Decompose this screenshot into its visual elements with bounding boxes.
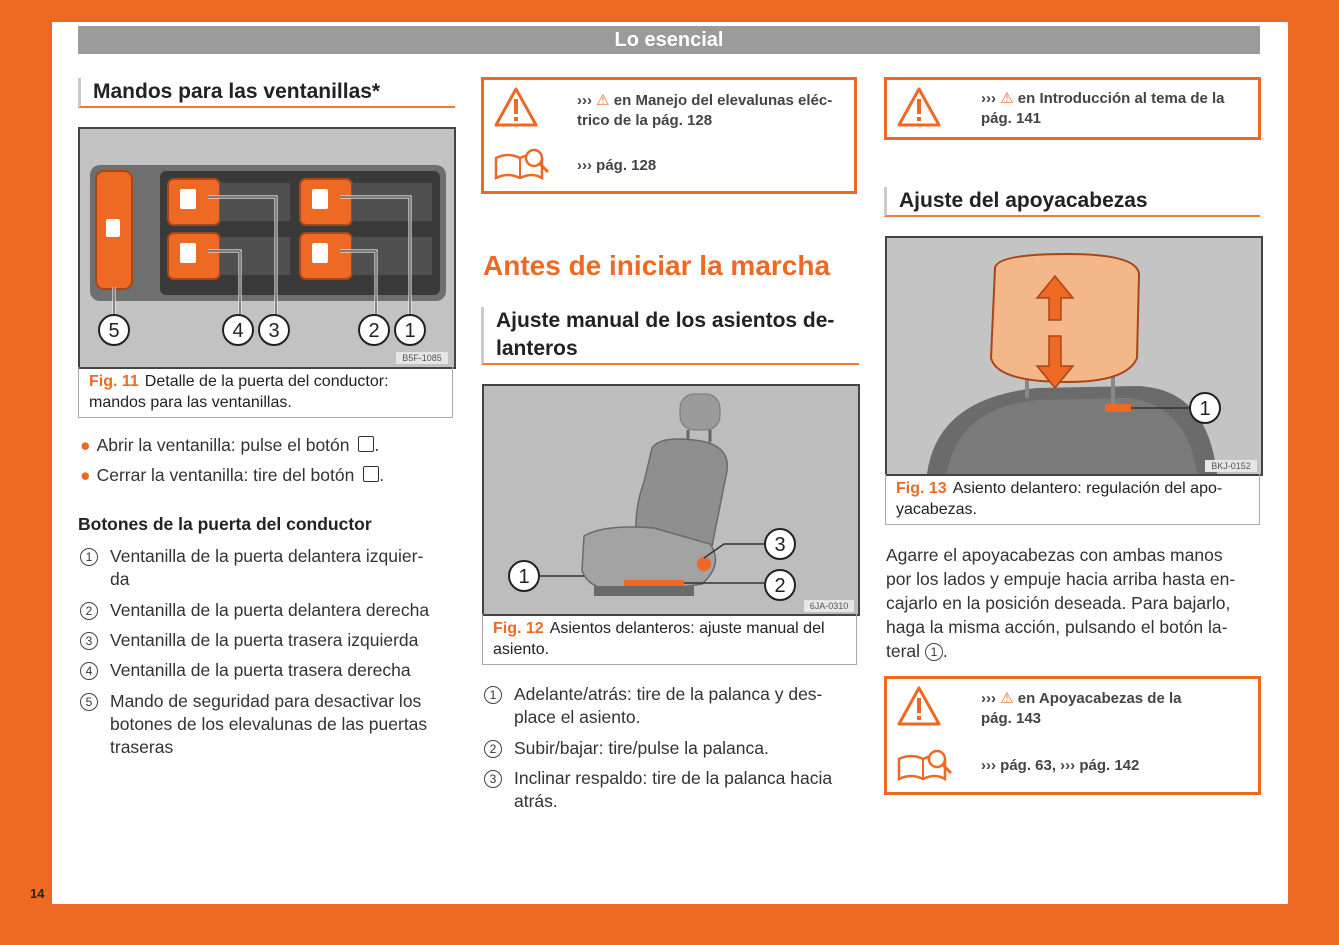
- section-heading-apoyacabezas: Ajuste del apoyacabezas: [884, 187, 1260, 217]
- book-search-icon: [492, 148, 552, 182]
- warning-box: ››› ⚠ en Manejo del elevalunas eléc- trico de la pág. 128 ››› pág. 128: [481, 77, 857, 194]
- book-search-icon: [895, 749, 955, 783]
- svg-text:5: 5: [108, 320, 120, 342]
- svg-text:2: 2: [774, 575, 786, 597]
- figure-13-image: [885, 236, 1263, 476]
- figure-code: 6JA-0310: [809, 601, 849, 611]
- page-header: Lo esencial: [78, 26, 1260, 54]
- section-heading-asientos: Ajuste manual de los asientos de- lanteros: [481, 307, 859, 365]
- bullet-item: ● Abrir la ventanilla: pulse el botón .: [80, 435, 380, 455]
- page-ref-link[interactable]: ››› pág. 63, ››› pág. 142: [981, 757, 1140, 774]
- list-item: 2 Subir/bajar: tire/pulse la palanca.: [484, 737, 864, 760]
- page-number: 14: [30, 886, 45, 901]
- chapter-title: Antes de iniciar la marcha: [483, 250, 831, 281]
- svg-text:4: 4: [232, 320, 244, 342]
- warning-triangle-icon: [897, 685, 941, 727]
- svg-text:1: 1: [404, 320, 416, 342]
- figure-11-image: [78, 127, 456, 369]
- warning-box: ››› ⚠ en Apoyacabezas de la pág. 143 ››› pág. 63, ››› pág. 142: [884, 676, 1261, 795]
- section-heading-ventanillas: Mandos para las ventanillas*: [78, 78, 455, 108]
- warning-triangle-icon: [494, 86, 538, 128]
- warning-triangle-icon: [897, 86, 941, 128]
- warning-triangle-icon: ⚠: [1000, 690, 1014, 707]
- svg-text:3: 3: [268, 320, 280, 342]
- list-item: 1 Adelante/atrás: tire de la palanca y des- place el asiento.: [484, 683, 864, 729]
- list-item: 2 Ventanilla de la puerta delantera derecha: [80, 599, 460, 622]
- svg-text:1: 1: [518, 566, 530, 588]
- list-item: 3 Inclinar respaldo: tire de la palanca hacia atrás.: [484, 767, 864, 813]
- figure-code: BKJ-0152: [1211, 461, 1251, 471]
- subheading-botones: Botones de la puerta del conductor: [78, 514, 372, 534]
- warning-triangle-icon: ⚠: [596, 92, 610, 109]
- page-ref-link[interactable]: ››› pág. 128: [577, 157, 657, 174]
- window-switch-icon: [363, 466, 379, 482]
- window-switch-icon: [358, 436, 374, 452]
- list-item: 3 Ventanilla de la puerta trasera izquierda: [80, 629, 460, 652]
- figure-11-caption: Fig. 11 Detalle de la puerta del conductor: mandos para las ventanillas.: [78, 367, 453, 418]
- warning-triangle-icon: ⚠: [1000, 90, 1014, 107]
- paragraph: Agarre el apoyacabezas con ambas manos por los lados y empuje hacia arriba hasta en- cajarlo en la posición deseada. Para bajarlo, haga la misma acción, pulsando el botón la- teral 1 .: [886, 545, 1236, 661]
- figure-12-caption: Fig. 12 Asientos delanteros: ajuste manual del asiento.: [482, 614, 857, 665]
- warning-box: ››› ⚠ en Introducción al tema de la pág. 141: [884, 77, 1261, 140]
- bullet-item: ● Cerrar la ventanilla: tire del botón .: [80, 465, 385, 485]
- svg-text:2: 2: [368, 320, 380, 342]
- list-item: 4 Ventanilla de la puerta trasera derecha: [80, 659, 460, 682]
- figure-13-caption: Fig. 13 Asiento delantero: regulación del apo- yacabezas.: [885, 474, 1260, 525]
- svg-text:1: 1: [1199, 398, 1211, 420]
- figure-12-image: [482, 384, 860, 616]
- list-item: 1 Ventanilla de la puerta delantera izquier- da: [80, 545, 460, 591]
- figure-code: B5F-1085: [402, 353, 442, 363]
- svg-text:3: 3: [774, 534, 786, 556]
- list-item: 5 Mando de seguridad para desactivar los botones de los elevalunas de las puertas traseras: [80, 690, 460, 759]
